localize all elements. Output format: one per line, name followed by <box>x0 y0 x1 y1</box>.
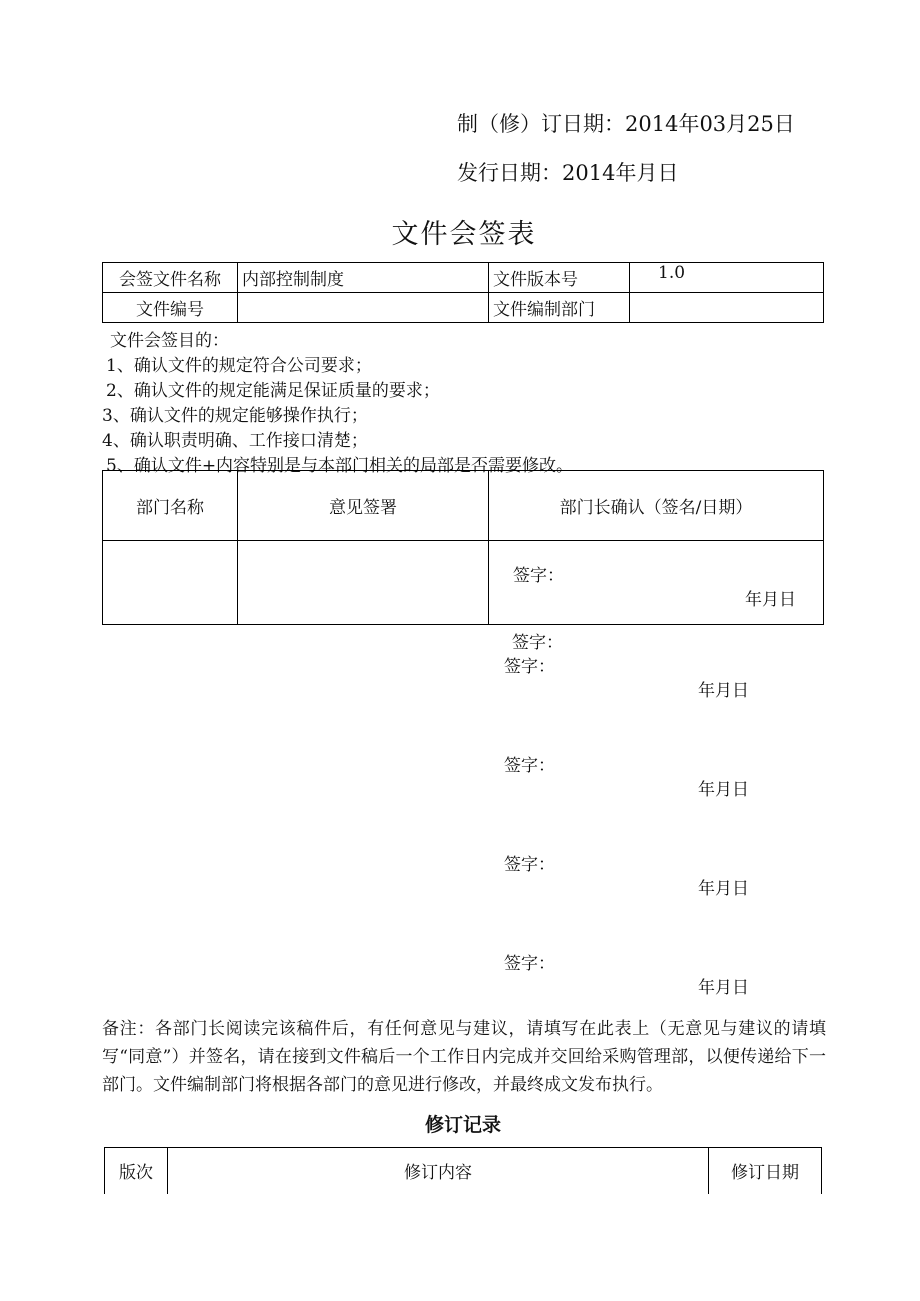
date-label: 年月日 <box>698 681 749 701</box>
name-label: 会签文件名称 <box>103 263 238 293</box>
purpose-item-2: 2、确认文件的规定能满足保证质量的要求； <box>106 381 440 401</box>
info-table <box>102 262 824 323</box>
sign-label: 签字： <box>504 657 555 677</box>
purpose-item-3: 3、确认文件的规定能够操作执行； <box>102 406 368 426</box>
sign-label: 签字： <box>504 954 555 974</box>
date-label: 年月日 <box>745 590 796 610</box>
dept-label: 文件编制部门 <box>489 293 630 323</box>
revision-title: 修订记录 <box>424 1114 501 1136</box>
sign-label: 签字： <box>504 855 555 875</box>
date-label: 年月日 <box>698 978 749 998</box>
col-version: 版次 <box>105 1148 168 1194</box>
dept-value <box>630 293 824 323</box>
col-content: 修订内容 <box>168 1148 709 1194</box>
confirm-cell <box>489 541 824 625</box>
number-label: 文件编号 <box>103 293 238 323</box>
sign-label: 签字： <box>513 566 564 586</box>
date-label: 年月日 <box>698 780 749 800</box>
sign-table <box>102 470 824 625</box>
purpose-item-1: 1、确认文件的规定符合公司要求； <box>106 356 372 376</box>
sign-label: 签字： <box>512 633 563 653</box>
version-label: 文件版本号 <box>489 263 630 293</box>
number-value <box>238 293 489 323</box>
col-confirm: 部门长确认（签名/日期） <box>489 471 824 541</box>
opinion-cell <box>238 541 489 625</box>
version-value: 1.0 <box>630 263 824 293</box>
sign-label: 签字： <box>504 756 555 776</box>
col-opinion: 意见签署 <box>238 471 489 541</box>
col-date: 修订日期 <box>709 1148 822 1194</box>
name-value: 内部控制制度 <box>238 263 489 293</box>
purpose-item-5: 5、确认文件+内容特别是与本部门相关的局部是否需要修改。 <box>106 456 574 476</box>
page-title: 文件会签表 <box>391 219 537 250</box>
dept-cell <box>103 541 238 625</box>
date-label: 年月日 <box>698 879 749 899</box>
note-paragraph: 备注：各部门长阅读完该稿件后，有任何意见与建议，请填写在此表上（无意见与建议的请填写“同意”）并签名，请在接到文件稿后一个工作日内完成并交回给采购管理部，以便传递给下一部门。文件编制部门将根据各部门的意见进行修改，并最终成文发布执行。 <box>102 1019 826 1095</box>
revision-date: 制（修）订日期：2014年03月25日 <box>457 112 795 136</box>
purpose-item-4: 4、确认职责明确、工作接口清楚； <box>102 431 368 451</box>
issue-date: 发行日期：2014年月日 <box>457 161 679 185</box>
col-dept: 部门名称 <box>103 471 238 541</box>
revision-table <box>104 1147 822 1194</box>
purpose-heading: 文件会签目的： <box>110 331 229 351</box>
